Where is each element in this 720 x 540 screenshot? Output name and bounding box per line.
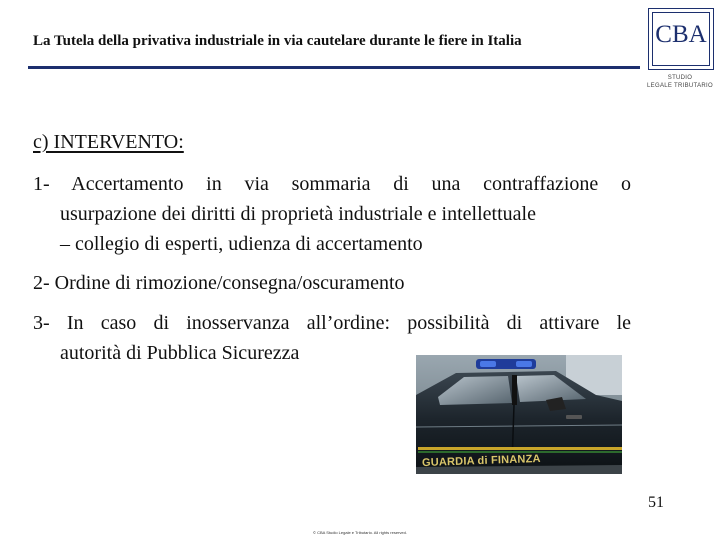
list-item-1-line2: usurpazione dei diritti di proprietà industriale e intellettuale (60, 203, 536, 225)
footer-copyright: © CBA Studio Legale e Tributario. All rights reserved. (313, 530, 407, 535)
list-item-1-line1: 1- Accertamento in via sommaria di una contraffazione o (33, 173, 631, 195)
page-number: 51 (648, 494, 664, 511)
header-divider (28, 66, 640, 69)
photo-door-text: GUARDIA di FINANZA (421, 452, 541, 470)
logo-tagline-line1: STUDIO (667, 75, 693, 81)
list-item-2-line1: 2- Ordine di rimozione/consegna/oscuramento (33, 272, 405, 294)
section-heading: c) INTERVENTO: (33, 131, 184, 153)
list-item-1 (33, 169, 631, 259)
logo-tagline (640, 74, 720, 90)
police-car-photo (416, 355, 622, 474)
slide-title: La Tutela della privativa industriale in via cautelare durante le fiere in Italia (33, 33, 522, 49)
list-item-1-line3: – collegio di esperti, udienza di accertamento (60, 233, 423, 255)
list-item-3-line1: 3- In caso di inosservanza all’ordine: possibilità di attivare le (33, 312, 631, 334)
cba-logo (648, 8, 714, 70)
list-item-3-line2: autorità di Pubblica Sicurezza (60, 342, 300, 364)
logo-tagline-line2: LEGALE TRIBUTARIO (647, 83, 713, 89)
logo-text: CBA (655, 21, 707, 48)
list-item-2 (33, 268, 631, 298)
